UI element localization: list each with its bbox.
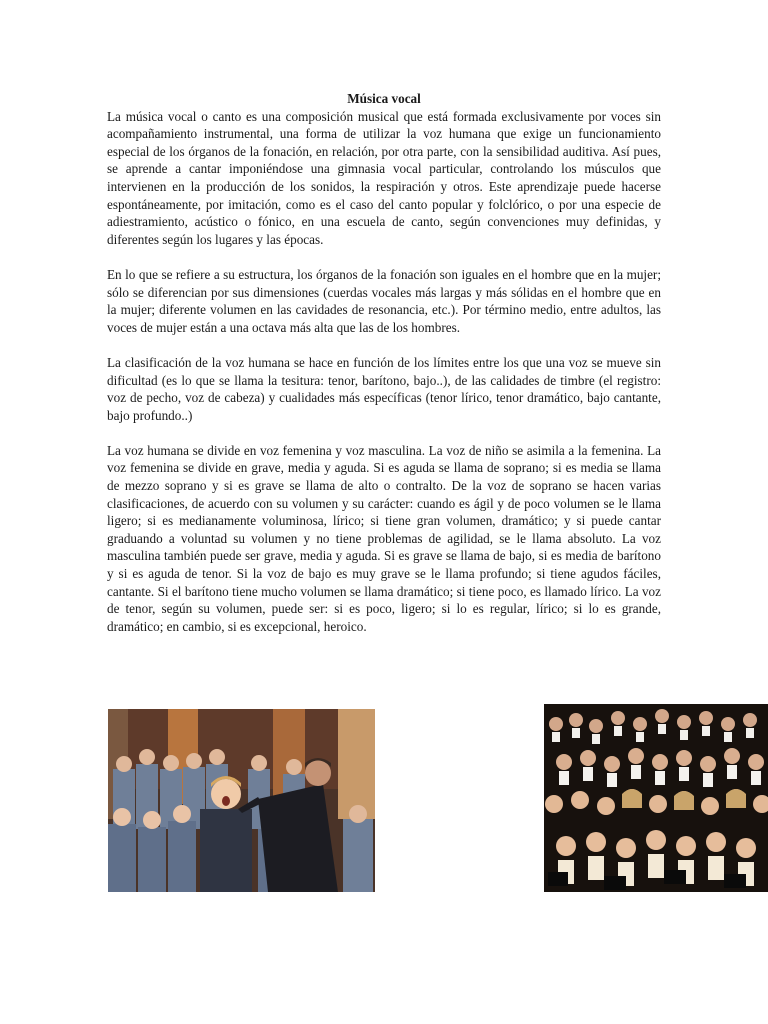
children-choir-photo (108, 709, 375, 892)
paragraph-structure: En lo que se refiere a su estructura, los órganos de la fonación son iguales en el hombre que en la mujer; sólo se diferencian por sus dimensiones (cuerdas vocales más largas y más sólidas en el hombre que en la mujer; diferente volumen en las cavidades de resonancia, etc.). Por término medio, entre adultos, las voces de mujer están a una octava más alta que las de los hombres. (107, 266, 661, 335)
paragraph-classification: La clasificación de la voz humana se hace en función de los límites entre los que una voz se mueve sin dificultad (es lo que se llama la tesitura: tenor, barítono, bajo..), de las calidades de timbre (el registro: voz de pecho, voz de cabeza) y cualidades más específicas (tenor lírico, tenor dramático, bajo cantante, bajo profundo..) (107, 354, 661, 423)
paragraph-voice-types: La voz humana se divide en voz femenina y voz masculina. La voz de niño se asimila a la femenina. La voz femenina se divide en grave, media y aguda. Si es aguda se llama de soprano; si es media se llama de mezzo soprano y si es grave se llama de alto o contralto. De la voz de soprano se hacen varias clasificaciones, de acuerdo con su volumen y su carácter: cuando es ágil y de poco volumen se le llama ligero; si es medianamente voluminosa, lírico; si tiene gran volumen, dramático; y si puede cantar graduando a voluntad su volumen y no tiene problemas de agilidad, se le llama absoluto. La voz masculina también puede ser grave, media y aguda. Si es grave se llama de bajo, si es media de barítono y si es aguda de tenor. Si la voz de bajo es muy grave se le llama profundo; si tiene agudos fáciles, cantante. Si el barítono tiene mucho volumen se llama dramático; si tiene poco, es llamado lírico. La voz de tenor, según su volumen, puede ser: si es poco, ligero; si lo es regular, lírico; si lo es grande, dramático; en cambio, si es excepcional, heroico. (107, 442, 661, 634)
document-title: Música vocal (347, 91, 421, 106)
document-body (107, 90, 661, 635)
adult-choir-image (544, 704, 768, 892)
children-choir-image (108, 709, 375, 892)
paragraph-definition: La música vocal o canto es una composición musical que está formada exclusivamente por voces sin acompañamiento instrumental, una forma de utilizar la voz humana que exige un funcionamiento especial de los órganos de la fonación, en relación, por otra parte, con la sensibilidad auditiva. Así pues, se aprende a cantar imponiéndose una gimnasia vocal particular, controlando los músculos que intervienen en la producción de los sonidos, la respiración y otros. Este aprendizaje puede hacerse espontáneamente, por imitación, como es el caso del canto popular y folclórico, o por una especie de adiestramiento, acústico o fónico, en una escuela de canto, según convenciones muy definidas, y diferentes según los lugares y las épocas. (107, 108, 661, 247)
adult-choir-photo (544, 704, 768, 892)
